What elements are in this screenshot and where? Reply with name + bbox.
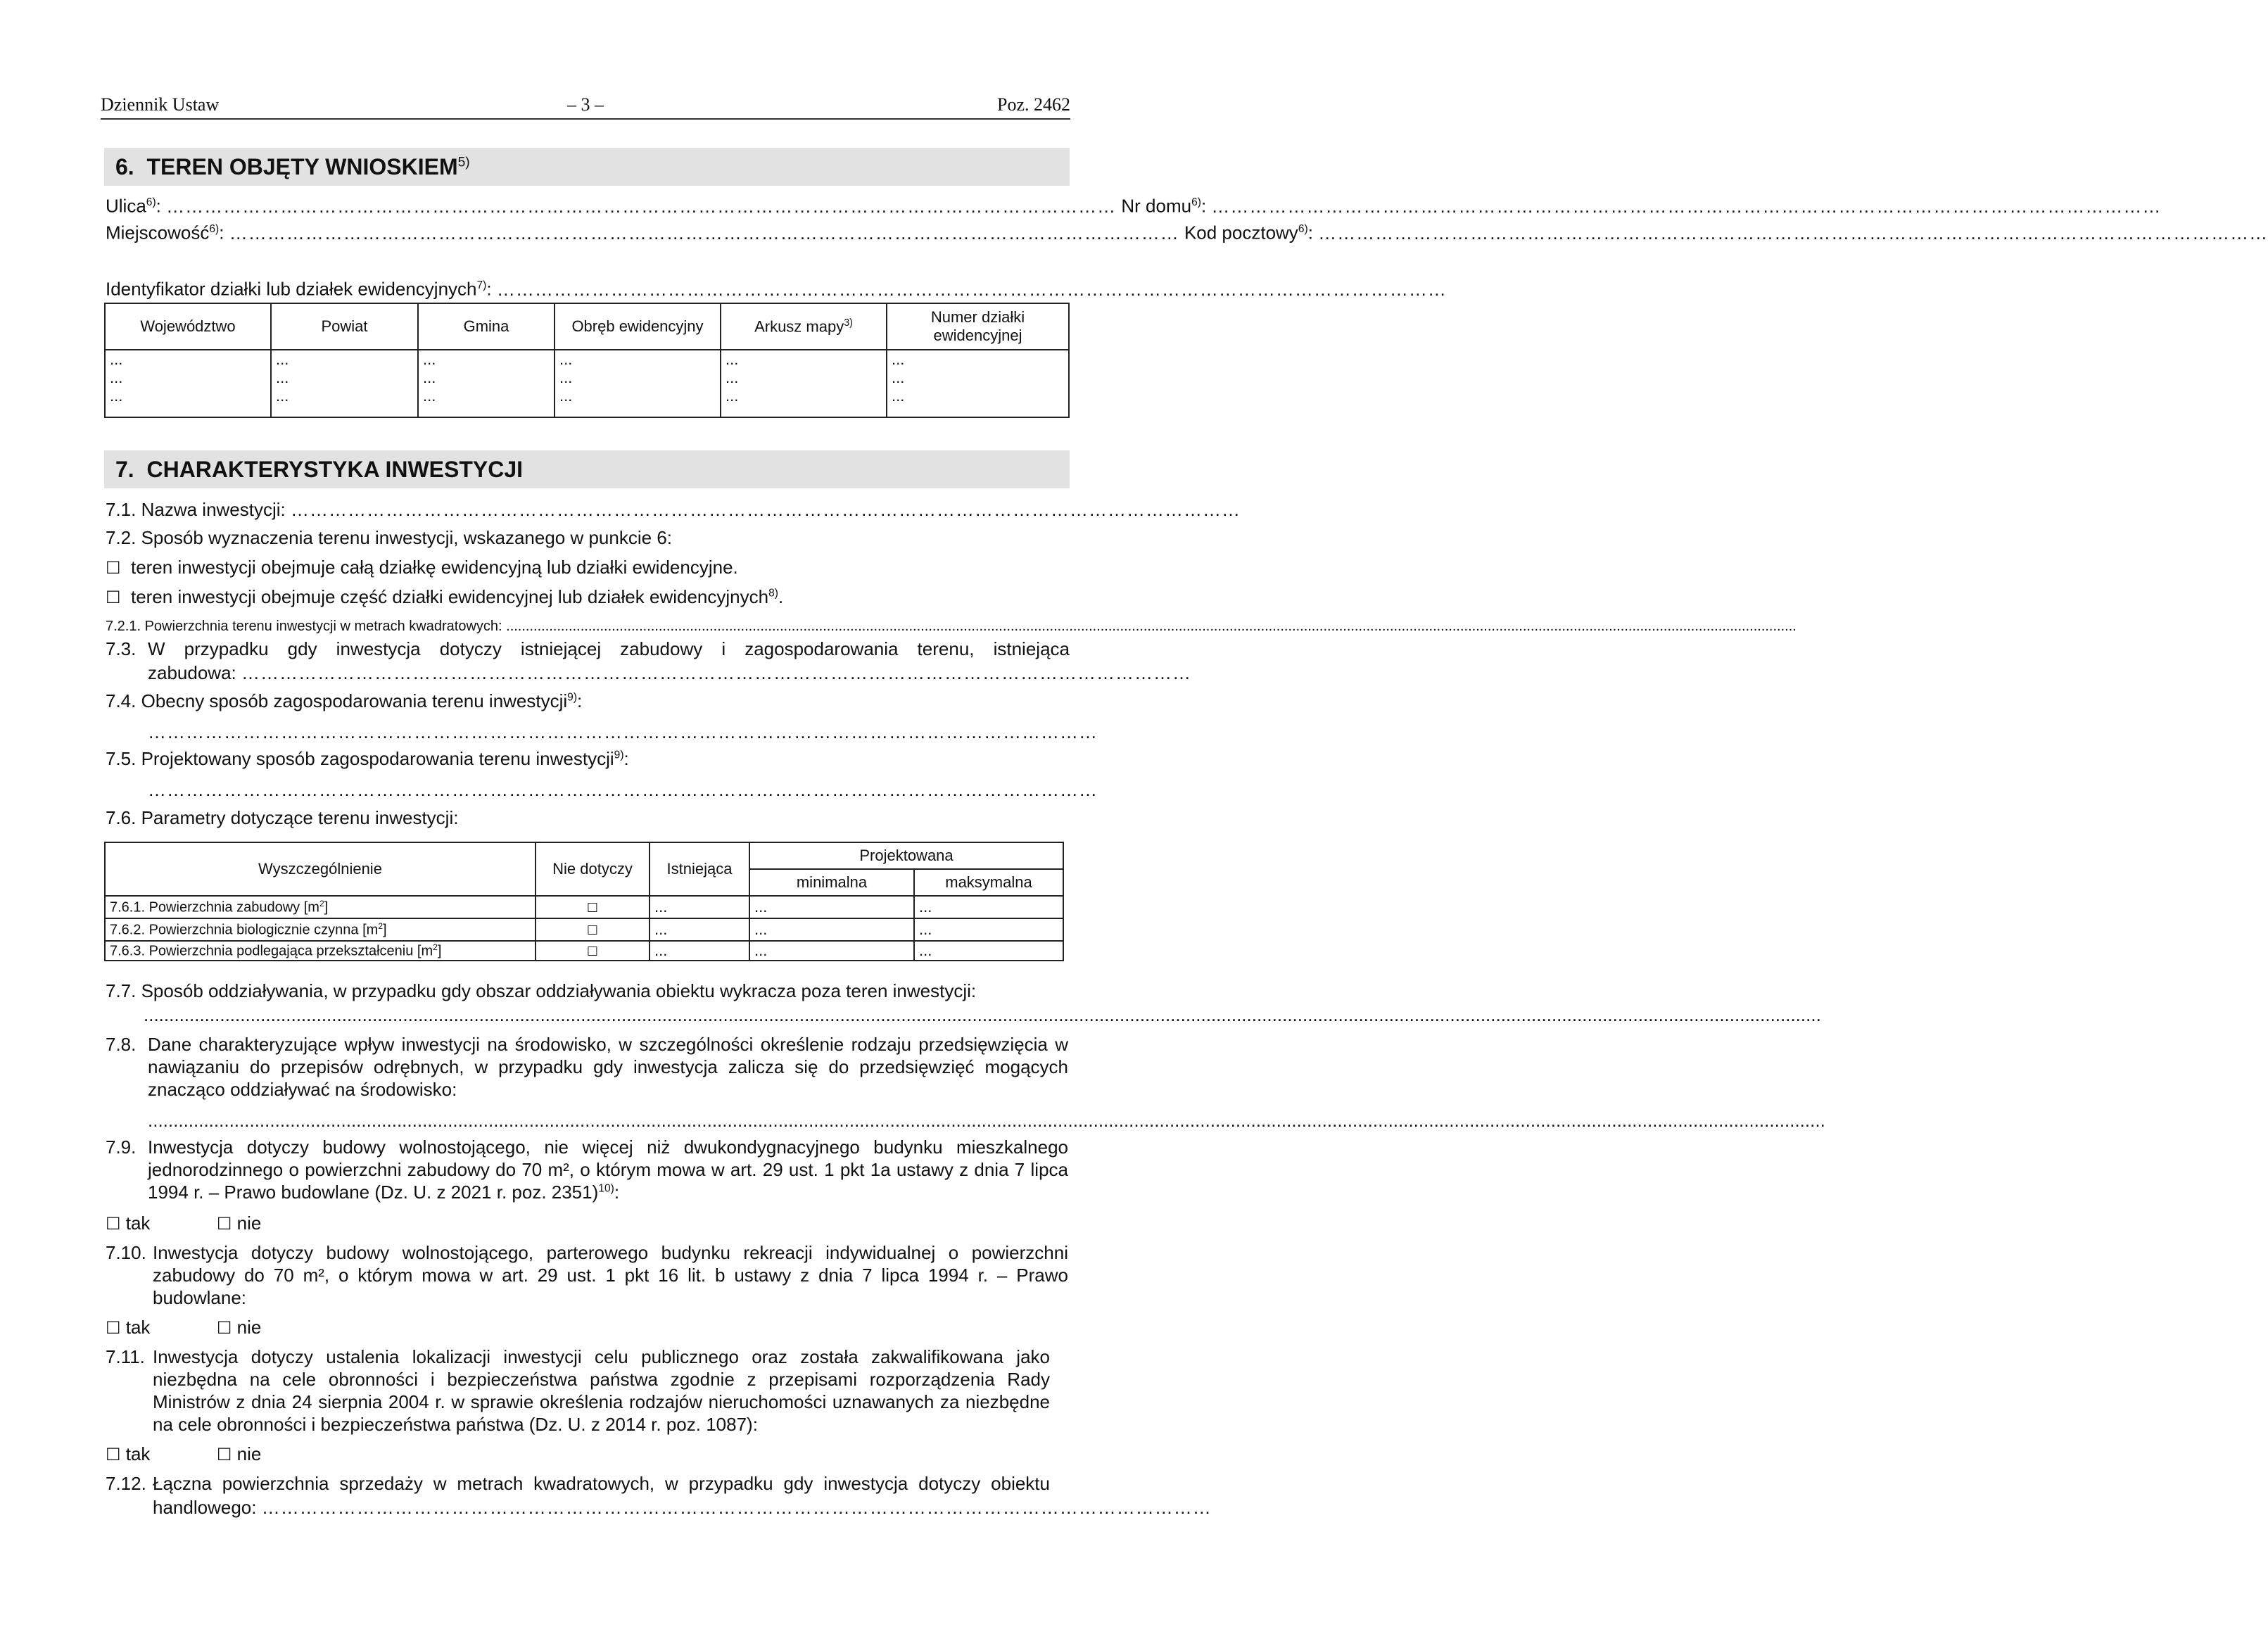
item-7-12-text: Łączna powierzchnia sprzedaży w metrach kwadratowych, w przypadku gdy inwestycja dotyczy obiektu (153, 1473, 1050, 1494)
city-label: Miejscowość$^{6)}$: (106, 222, 229, 243)
option-part-parcel: ☐ teren inwestycji obejmuje część działki ewidencyjnej lub działek ewidencyjnych$^{8)}$. (106, 586, 784, 607)
item-7-1 (106, 498, 1241, 521)
checkbox-7-10-tak[interactable]: ☐ (106, 1318, 121, 1338)
street-row (106, 191, 2162, 217)
param-2-min[interactable]: ... (749, 918, 914, 941)
cell-obreb[interactable]: ... ... ... (555, 350, 721, 417)
cell-wojewodztwo[interactable]: ... ... ... (105, 350, 271, 417)
impact-row (144, 1004, 1821, 1026)
checkbox-7-10-nie[interactable]: ☐ (216, 1318, 232, 1338)
item-7-11-number: 7.11. (106, 1346, 145, 1367)
cell-powiat[interactable]: ... ... ... (271, 350, 418, 417)
parameters-table (104, 842, 1064, 961)
label-7-11-tak: tak (125, 1443, 151, 1464)
parcel-id-field[interactable]: …………………………………………………………………………………………………………………………………… (496, 278, 1447, 300)
param-label-2: 7.6.2. Powierzchnia biologicznie czynna $[m^2]$ (105, 918, 536, 941)
item-7-11-text: Inwestycja dotyczy ustalenia lokalizacji inwestycji celu publicznego oraz została zakwalifikowana jako niezbędna na cele obronności i bezpieczeństwa państwa zgodnie z przepisami rozporządzenia Rady Ministrów z dnia 24 sierpnia 2004 r. w sprawie określenia rodzajów nieruchomości uznawanych za niezbędne na cele obronności i bezpieczeństwa państwa (Dz. U. z 2014 r. poz. 1087): (153, 1346, 1050, 1435)
section-6-number: 6. (115, 154, 134, 179)
city-field[interactable]: …………………………………………………………………………………………………………………………………… (229, 222, 1179, 243)
col-projektowana: Projektowana (749, 842, 1063, 869)
param-3-min[interactable]: ... (749, 941, 914, 961)
page-header (101, 93, 1070, 120)
cell-numer-dzialki[interactable]: ... ... ... (887, 350, 1069, 417)
params-row-1 (105, 896, 1063, 918)
item-7-2-1 (106, 615, 1797, 638)
params-row-3 (105, 941, 1063, 961)
street-field[interactable]: …………………………………………………………………………………………………………………………………… (166, 195, 1117, 217)
param-3-existing[interactable]: ... (650, 941, 749, 961)
item-7-10-text: Inwestycja dotyczy budowy wolnostojącego, parterowego budynku rekreacji indywidualnej o powierzchni zabudowy do 70 m², o którym mowa w art. 29 ust. 1 pkt 16 lit. b ustawy z dnia 7 lipca 1994 r. – Prawo budowlane: (153, 1242, 1068, 1308)
param-label-3: 7.6.3. Powierzchnia podlegająca przekształceniu $[m^2]$ (105, 941, 536, 961)
item-7-9-number: 7.9. (106, 1137, 137, 1158)
existing-buildings-label: zabudowa: (148, 662, 236, 683)
street-label: Ulica$^{6)}$: (106, 195, 167, 217)
impact-field[interactable]: .......................................................................................................................................................................................................................................................................................................................................... (144, 1004, 1821, 1025)
parcel-table (104, 303, 1070, 418)
item-7-3-number: 7.3. (106, 638, 137, 659)
option-part-parcel-label: teren inwestycji obejmuje część działki ewidencyjnej lub działek ewidencyjnych (130, 586, 769, 607)
item-7-3-text: W przypadku gdy inwestycja dotyczy istniejącej zabudowy i zagospodarowania terenu, istniejąca (148, 638, 1070, 659)
parcel-id-row (106, 274, 1447, 300)
item-7-2-1-label: 7.2.1. Powierzchnia terenu inwestycji w metrach kwadratowych: (106, 619, 502, 634)
sales-area-field[interactable]: …………………………………………………………………………………………………………………………………… (261, 1497, 1212, 1518)
item-7-9-text: Inwestycja dotyczy budowy wolnostojącego, nie więcej niż dwukondygnacyjnego budynku mieszkalnego jednorodzinnego o powierzchni zabudowy do 70 m², o którym mowa w art. 29 ust. 1 pkt 1a ustawy z dnia 7 lipca 1994 r. – Prawo budowlane (Dz. U. z 2021 r. poz. 2351)$^{10)}$: (148, 1137, 1068, 1203)
section-6-footnote: 5) (457, 155, 470, 170)
current-use-row (148, 721, 1098, 743)
label-7-9-nie: nie (236, 1213, 262, 1234)
environment-row (148, 1109, 1825, 1132)
cell-gmina[interactable]: ... ... ... (418, 350, 555, 417)
col-maksymalna: maksymalna (914, 869, 1063, 896)
planned-use-row (148, 778, 1098, 801)
param-3-not-applicable-checkbox[interactable]: ☐ (536, 941, 650, 961)
col-minimalna: minimalna (749, 869, 914, 896)
col-gmina: Gmina (418, 303, 555, 350)
col-obreb: Obręb ewidencyjny (555, 303, 721, 350)
param-3-max[interactable]: ... (914, 941, 1063, 961)
item-7-10-number: 7.10. (106, 1242, 146, 1263)
parcel-id-label: Identyfikator działki lub działek ewidencyjnych$^{7)}$: (106, 278, 497, 300)
label-7-10-tak: tak (125, 1317, 151, 1338)
param-1-existing[interactable]: ... (650, 896, 749, 918)
item-7-7-label: 7.7. Sposób oddziaływania, w przypadku gdy obszar oddziaływania obiektu wykracza poza teren inwestycji: (106, 980, 977, 1001)
current-use-field[interactable]: …………………………………………………………………………………………………………………………………… (148, 721, 1098, 742)
existing-buildings-field[interactable]: …………………………………………………………………………………………………………………………………… (241, 662, 1191, 683)
section-6-title: TEREN OBJĘTY WNIOSKIEM (146, 154, 458, 179)
cell-arkusz[interactable]: ... ... ... (721, 350, 887, 417)
checkbox-part-parcel[interactable]: ☐ (106, 588, 121, 607)
page-number: – 3 – (567, 94, 604, 115)
section-6-heading (104, 148, 1070, 186)
item-7-8-number: 7.8. (106, 1034, 137, 1055)
sales-area-label: handlowego: (153, 1497, 257, 1518)
item-7-11-options (106, 1443, 261, 1466)
col-wyszczegolnienie: Wyszczególnienie (105, 842, 536, 896)
environment-field[interactable]: .......................................................................................................................................................................................................................................................................................................................................... (148, 1110, 1825, 1131)
label-7-11-nie: nie (236, 1443, 262, 1464)
checkbox-7-11-tak[interactable]: ☐ (106, 1445, 121, 1464)
item-7-6-label: 7.6. Parametry dotyczące terenu inwestycji: (106, 807, 459, 828)
params-row-2 (105, 918, 1063, 941)
param-2-existing[interactable]: ... (650, 918, 749, 941)
section-7-heading (104, 450, 1070, 488)
param-2-max[interactable]: ... (914, 918, 1063, 941)
col-numer-dzialki: Numer działki ewidencyjnej (887, 303, 1069, 350)
house-number-field[interactable]: …………………………………………………………………………………………………………………………………… (1211, 195, 2162, 217)
item-7-2-label: 7.2. Sposób wyznaczenia terenu inwestycji, wskazanego w punkcie 6: (106, 527, 672, 548)
col-powiat: Powiat (271, 303, 418, 350)
item-7-12-number: 7.12. (106, 1473, 146, 1494)
col-nie-dotyczy: Nie dotyczy (536, 842, 650, 896)
param-2-not-applicable-checkbox[interactable]: ☐ (536, 918, 650, 941)
area-field[interactable]: .......................................................................................................................................................................................................................................................................................................................................... (506, 619, 1797, 634)
param-label-1: 7.6.1. Powierzchnia zabudowy $[m^2]$ (105, 896, 536, 918)
postal-code-label: Kod pocztowy$^{6)}$: (1184, 222, 1319, 243)
param-1-min[interactable]: ... (749, 896, 914, 918)
planned-use-field[interactable]: …………………………………………………………………………………………………………………………………… (148, 779, 1098, 800)
option-whole-parcel-label: teren inwestycji obejmuje całą działkę ewidencyjną lub działki ewidencyjne. (130, 557, 738, 578)
item-7-3-line2 (148, 661, 1191, 684)
checkbox-7-11-nie[interactable]: ☐ (216, 1445, 232, 1464)
label-7-10-nie: nie (236, 1317, 262, 1338)
parcel-table-header (105, 303, 1069, 350)
journal-name: Dziennik Ustaw (101, 94, 220, 115)
section-7-title: CHARAKTERYSTYKA INWESTYCJI (146, 457, 524, 482)
col-arkusz: Arkusz mapy$^{3)}$ (721, 303, 887, 350)
item-7-1-label: 7.1. Nazwa inwestycji: (106, 499, 286, 520)
checkbox-whole-parcel[interactable]: ☐ (106, 558, 121, 578)
label-7-9-tak: tak (125, 1213, 151, 1234)
param-1-max[interactable]: ... (914, 896, 1063, 918)
option-whole-parcel (106, 556, 738, 579)
parcel-table-row (105, 350, 1069, 417)
house-number-label: Nr domu$^{6)}$: (1121, 195, 1212, 217)
investment-name-field[interactable]: …………………………………………………………………………………………………………………………………… (291, 499, 1241, 520)
item-7-5-label: 7.5. Projektowany sposób zagospodarowania terenu inwestycji$^{9)}$: (106, 748, 629, 769)
section-7-number: 7. (115, 457, 134, 482)
item-7-9-options (106, 1212, 261, 1235)
col-istniejaca: Istniejąca (650, 842, 749, 896)
checkbox-7-9-nie[interactable]: ☐ (216, 1214, 232, 1234)
col-wojewodztwo: Województwo (105, 303, 271, 350)
sales-area-row (153, 1496, 1212, 1519)
item-7-10-options (106, 1316, 261, 1339)
position-number: Poz. 2462 (997, 94, 1070, 115)
params-header-1 (105, 842, 1063, 869)
item-7-4-label: 7.4. Obecny sposób zagospodarowania terenu inwestycji$^{9)}$: (106, 690, 583, 711)
checkbox-7-9-tak[interactable]: ☐ (106, 1214, 121, 1234)
item-7-8-text: Dane charakteryzujące wpływ inwestycji na środowisko, w szczególności określenie rodzaju przedsięwzięcia w nawiązaniu do przepisów odrębnych, w przypadku gdy inwestycja zalicza się do przedsięwzięć mogących znacząco oddziaływać na środowisko: (148, 1034, 1068, 1100)
postal-code-field[interactable]: …………………………………………………………………………………………………………………………………… (1318, 222, 2268, 243)
city-row (106, 218, 2268, 244)
param-1-not-applicable-checkbox[interactable]: ☐ (536, 896, 650, 918)
